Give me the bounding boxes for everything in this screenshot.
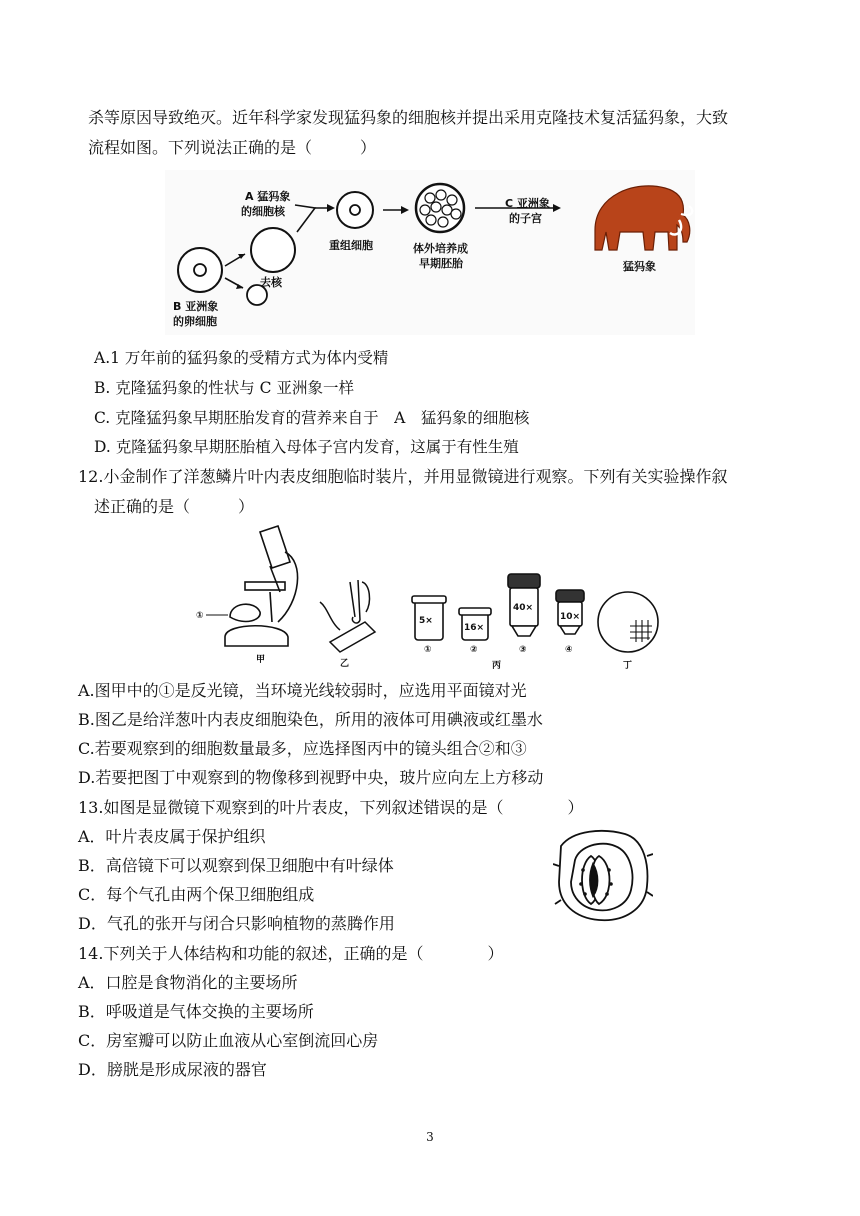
label-bing: 丙 xyxy=(492,661,502,671)
stoma-figure xyxy=(553,826,653,926)
q11-option-a: A.1 万年前的猛犸象的受精方式为体内受精 xyxy=(94,349,389,367)
lens-4-num: ④ xyxy=(565,645,573,655)
q14-option-d: D．膀胱是形成尿液的器官 xyxy=(78,1060,267,1079)
label-ding: 丁 xyxy=(623,661,633,671)
embryo-label-1: 体外培养成 xyxy=(413,242,468,255)
lens-2-num: ② xyxy=(470,645,478,655)
recombined-label: 重组细胞 xyxy=(329,239,373,252)
microscope-drawing xyxy=(225,526,298,646)
staining-drawing xyxy=(320,580,375,652)
b-label-2: 的卵细胞 xyxy=(173,315,217,328)
label-yi: 乙 xyxy=(340,659,350,669)
early-embryo xyxy=(416,184,464,232)
q11-option-b: B. 克隆猛犸象的性状与 C 亚洲象一样 xyxy=(94,379,354,397)
q14-option-b: B．呼吸道是气体交换的主要场所 xyxy=(78,1002,314,1021)
cloning-flow-figure xyxy=(165,170,695,335)
lens-3-num: ③ xyxy=(519,645,527,655)
b-label-1: B 亚洲象 xyxy=(173,300,219,313)
c-label-2: 的子宫 xyxy=(509,212,542,225)
q13-stem: 13.如图是显微镜下观察到的叶片表皮，下列叙述错误的是（ ） xyxy=(78,798,584,817)
q12-option-b: B.图乙是给洋葱叶内表皮细胞染色，所用的液体可用碘液或红墨水 xyxy=(78,710,543,729)
enucleate-label: 去核 xyxy=(260,276,282,289)
q12-option-d: D.若要把图丁中观察到的物像移到视野中央，玻片应向左上方移动 xyxy=(78,768,544,787)
marker-1: ① xyxy=(196,611,204,621)
enucleated-egg xyxy=(251,228,295,272)
q13-option-b: B．高倍镜下可以观察到保卫细胞中有叶绿体 xyxy=(78,856,394,875)
microscope-figure xyxy=(190,522,670,672)
q14-option-a: A．口腔是食物消化的主要场所 xyxy=(78,973,298,992)
lens-4-mag: 10× xyxy=(560,612,581,622)
q11-stem-line2: 流程如图。下列说法正确的是（ ） xyxy=(88,138,377,157)
field-of-view xyxy=(598,592,658,652)
q12-stem-line1: 12.小金制作了洋葱鳞片叶内表皮细胞临时装片，并用显微镜进行观察。下列有关实验操作叙 xyxy=(78,467,728,486)
q12-option-a: A.图甲中的①是反光镜，当环境光线较弱时，应选用平面镜对光 xyxy=(78,681,527,700)
q11-stem-line1: 杀等原因导致绝灭。近年科学家发现猛犸象的细胞核并提出采用克隆技术复活猛犸象，大致 xyxy=(88,108,729,127)
q14-stem: 14.下列关于人体结构和功能的叙述，正确的是（ ） xyxy=(78,944,504,963)
q11-option-d: D. 克隆猛犸象早期胚胎植入母体子宫内发育，这属于有性生殖 xyxy=(94,438,519,456)
q12-stem-line2: 述正确的是（ ） xyxy=(94,497,255,516)
egg-cell-b xyxy=(178,248,222,292)
a-label-1: A 猛犸象 xyxy=(245,190,291,203)
label-jia: 甲 xyxy=(256,655,266,665)
q13-option-d: D．气孔的张开与闭合只影响植物的蒸腾作用 xyxy=(78,914,395,933)
q13-option-a: A．叶片表皮属于保护组织 xyxy=(78,827,266,846)
lens-1-mag: 5× xyxy=(419,616,433,626)
lens-3-mag: 40× xyxy=(513,603,534,613)
lens-2-mag: 16× xyxy=(464,623,485,633)
q12-option-c: C.若要观察到的细胞数量最多，应选择图丙中的镜头组合②和③ xyxy=(78,739,527,758)
lens-1-num: ① xyxy=(424,645,432,655)
q14-option-c: C．房室瓣可以防止血液从心室倒流回心房 xyxy=(78,1031,379,1050)
q11-option-c: C. 克隆猛犸象早期胚胎发育的营养来自于 A 猛犸象的细胞核 xyxy=(94,409,530,427)
embryo-label-2: 早期胚胎 xyxy=(419,257,463,270)
c-label-1: C 亚洲象 xyxy=(505,197,550,210)
mammoth-label: 猛犸象 xyxy=(623,260,656,273)
page-number: 3 xyxy=(426,1130,434,1144)
q13-option-c: C．每个气孔由两个保卫细胞组成 xyxy=(78,885,315,904)
a-label-2: 的细胞核 xyxy=(241,205,285,218)
